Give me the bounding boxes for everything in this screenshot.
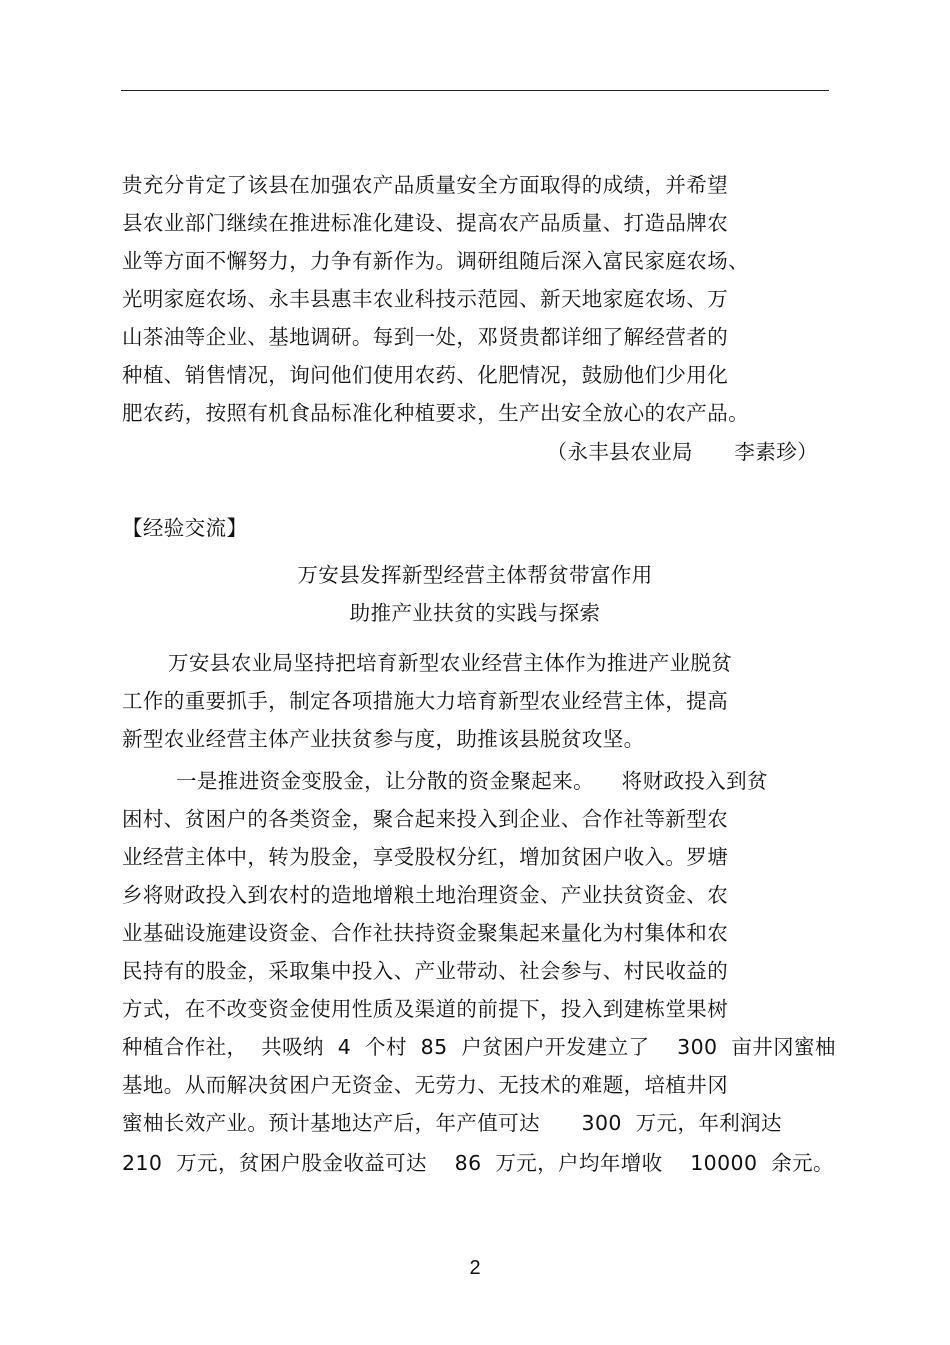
text-line: 肥农药，按照有机食品标准化种植要求，生产出安全放心的农产品。 xyxy=(122,401,749,425)
text-line: 210 万元，贫困户股金收益可达 86 万元，户均年增收 10000 余元。 xyxy=(122,1151,834,1175)
text-line: 一是推进资金变股金，让分散的资金聚起来。 将财政投入到贫 xyxy=(176,769,768,793)
article-title-line-2: 助推产业扶贫的实践与探索 xyxy=(349,601,601,625)
text-line: 业经营主体中，转为股金，享受股权分红，增加贫困户收入。罗塘 xyxy=(122,845,729,869)
text-line: 光明家庭农场、永丰县惠丰农业科技示范园、新天地家庭农场、万 xyxy=(122,287,729,311)
text-line: 万安县农业局坚持把培育新型农业经营主体作为推进产业脱贫 xyxy=(168,651,733,675)
header-rule xyxy=(121,90,829,91)
text-line: 工作的重要抓手，制定各项措施大力培育新型农业经营主体，提高 xyxy=(122,689,729,713)
text-line: 贵充分肯定了该县在加强农产品质量安全方面取得的成绩，并希望 xyxy=(122,173,729,197)
attribution: （永丰县农业局 李素珍） xyxy=(546,440,818,464)
text-line: 种植合作社， 共吸纳 4 个村 85 户贫困户开发建立了 300 亩井冈蜜柚 xyxy=(122,1035,836,1059)
text-line: 方式，在不改变资金使用性质及渠道的前提下，投入到建栋堂果树 xyxy=(122,997,729,1021)
text-line: 乡将财政投入到农村的造地增粮土地治理资金、产业扶贫资金、农 xyxy=(122,883,729,907)
text-line: 业等方面不懈努力，力争有新作为。调研组随后深入富民家庭农场、 xyxy=(122,249,749,273)
text-line: 民持有的股金，采取集中投入、产业带动、社会参与、村民收益的 xyxy=(122,959,729,983)
section-label: 【经验交流】 xyxy=(122,516,248,540)
article-title-line-1: 万安县发挥新型经营主体帮贫带富作用 xyxy=(297,563,653,587)
text-line: 困村、贫困户的各类资金，聚合起来投入到企业、合作社等新型农 xyxy=(122,807,729,831)
text-line: 蜜柚长效产业。预计基地达产后，年产值可达 300 万元，年利润达 xyxy=(122,1111,782,1135)
text-line: 县农业部门继续在推进标准化建设、提高农产品质量、打造品牌农 xyxy=(122,211,729,235)
text-line: 种植、销售情况，询问他们使用农药、化肥情况，鼓励他们少用化 xyxy=(122,363,729,387)
text-line: 山茶油等企业、基地调研。每到一处，邓贤贵都详细了解经营者的 xyxy=(122,325,729,349)
text-line: 新型农业经营主体产业扶贫参与度，助推该县脱贫攻坚。 xyxy=(122,727,645,751)
page-number: 2 xyxy=(469,1257,481,1279)
text-line: 业基础设施建设资金、合作社扶持资金聚集起来量化为村集体和农 xyxy=(122,921,729,945)
text-line: 基地。从而解决贫困户无资金、无劳力、无技术的难题，培植井冈 xyxy=(122,1073,729,1097)
